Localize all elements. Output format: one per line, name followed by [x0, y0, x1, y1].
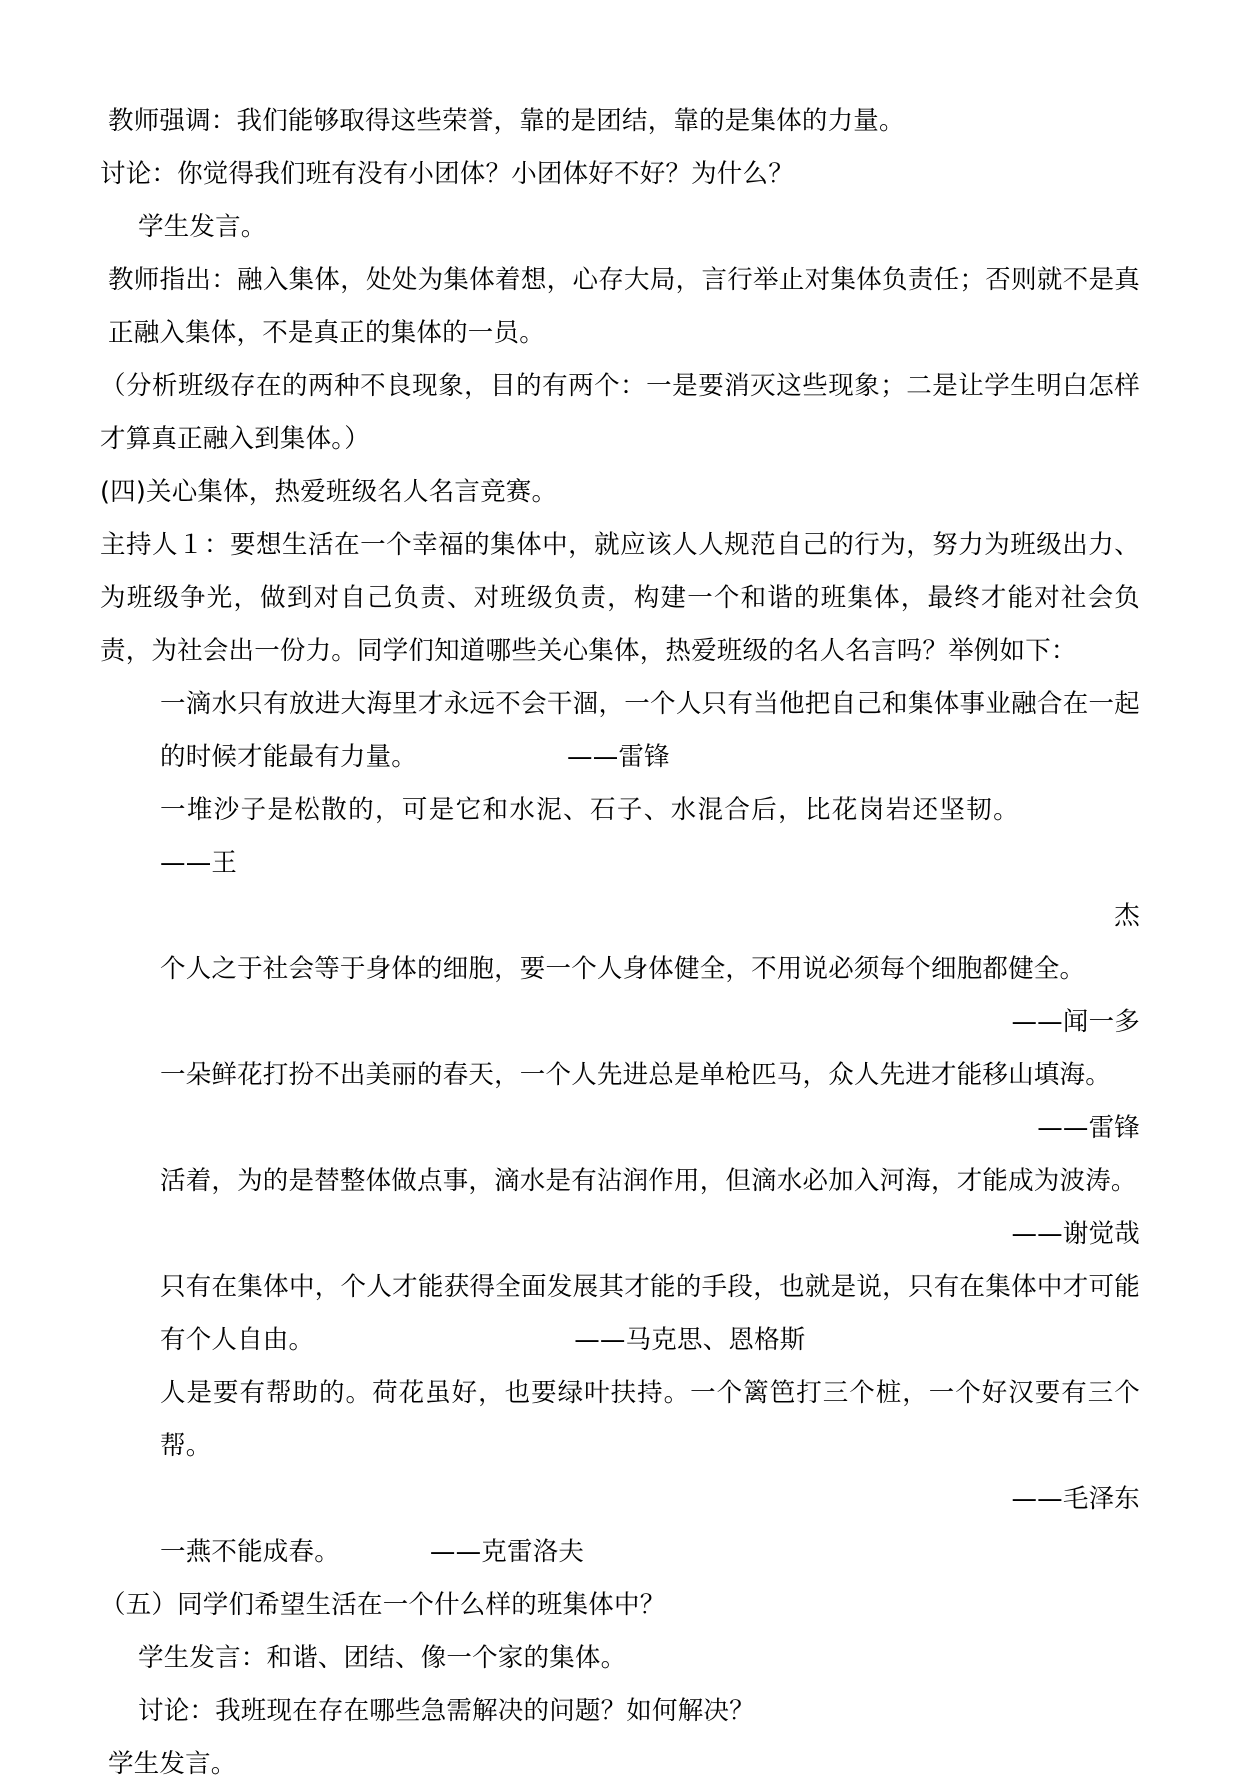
quote-author-continuation-wang-jie: 杰: [1114, 901, 1140, 931]
quote-mao-zedong-help: 人是要有帮助的。荷花虽好，也要绿叶扶持。一个篱笆打三个桩，一个好汉要有三个帮。: [160, 1378, 1140, 1461]
quote-author-xie-juezai: ——谢觉哉: [1011, 1219, 1140, 1249]
quote-author: ——王: [160, 848, 238, 878]
quote-author-mao-zedong: ——毛泽东: [1011, 1484, 1140, 1514]
quote-wang-jie-sand: [100, 784, 1140, 890]
quote-author-lei-feng-2: ——雷锋: [1037, 1113, 1140, 1143]
quote-text: 只有在集体中，个人才能获得全面发展其才能的手段，也就是说，只有在集体中才可能有个人自由。: [160, 1272, 1140, 1355]
heading-section-four: (四)关心集体，热爱班级名人名言竞赛。: [100, 477, 558, 507]
document-body: [100, 95, 1140, 1791]
paragraph-discussion-1: 讨论：你觉得我们班有没有小团体？小团体好不好？为什么？: [100, 159, 794, 189]
quote-lei-feng-flower: 一朵鲜花打扮不出美丽的春天，一个人先进总是单枪匹马，众人先进才能移山填海。: [160, 1060, 1111, 1090]
paragraph-discussion-2: 讨论：我班现在存在哪些急需解决的问题？如何解决？: [138, 1696, 755, 1726]
quote-xie-juezai-living: 活着，为的是替整体做点事，滴水是有沾润作用，但滴水必加入河海，才能成为波涛。: [160, 1166, 1137, 1196]
paragraph-student-speaks-3: 学生发言。: [108, 1749, 237, 1779]
paragraph-host-one: 主持人１：要想生活在一个幸福的集体中，就应该人人规范自己的行为，努力为班级出力、为班级争光，做到对自己负责、对班级负责，构建一个和谐的班集体，最终才能对社会负责，为社会出一份力。同学们知道哪些关心集体，热爱班级的名人名言吗？举例如下：: [100, 530, 1140, 666]
quote-wen-yiduo-cell: 个人之于社会等于身体的细胞，要一个人身体健全，不用说必须每个细胞都健全。: [160, 954, 1086, 984]
quote-text: 一滴水只有放进大海里才永远不会干涸，一个人只有当他把自己和集体事业融合在一起的时候才能最有力量。: [160, 689, 1140, 772]
quote-author-wen-yiduo: ——闻一多: [1011, 1007, 1140, 1037]
paragraph-student-speaks-1: 学生发言。: [138, 212, 267, 242]
paragraph-teacher-emphasis: 教师强调：我们能够取得这些荣誉，靠的是团结，靠的是集体的力量。: [108, 106, 905, 136]
heading-section-five: （五）同学们希望生活在一个什么样的班集体中？: [100, 1590, 666, 1620]
quote-author: ——雷锋: [567, 742, 670, 772]
quote-author: ——马克思、恩格斯: [574, 1325, 806, 1355]
paragraph-student-speaks-2: 学生发言：和谐、团结、像一个家的集体。: [138, 1643, 627, 1673]
quote-text: 一燕不能成春。: [160, 1537, 340, 1567]
paragraph-teacher-points-out: 教师指出：融入集体，处处为集体着想，心存大局，言行举止对集体负责任；否则就不是真正融入集体，不是真正的集体的一员。: [108, 265, 1140, 348]
quote-text: 一堆沙子是松散的，可是它和水泥、石子、水混合后，比花岗岩还坚韧。: [160, 795, 1020, 825]
quote-author: ——克雷洛夫: [429, 1537, 585, 1567]
quote-marx-engels-collective: [100, 1261, 1140, 1367]
paragraph-analysis-note: （分析班级存在的两种不良现象，目的有两个：一是要消灭这些现象；二是让学生明白怎样才算真正融入到集体。）: [100, 371, 1140, 454]
quote-krylov-swallow: [100, 1526, 1140, 1579]
quote-lei-feng-water: [100, 678, 1140, 784]
